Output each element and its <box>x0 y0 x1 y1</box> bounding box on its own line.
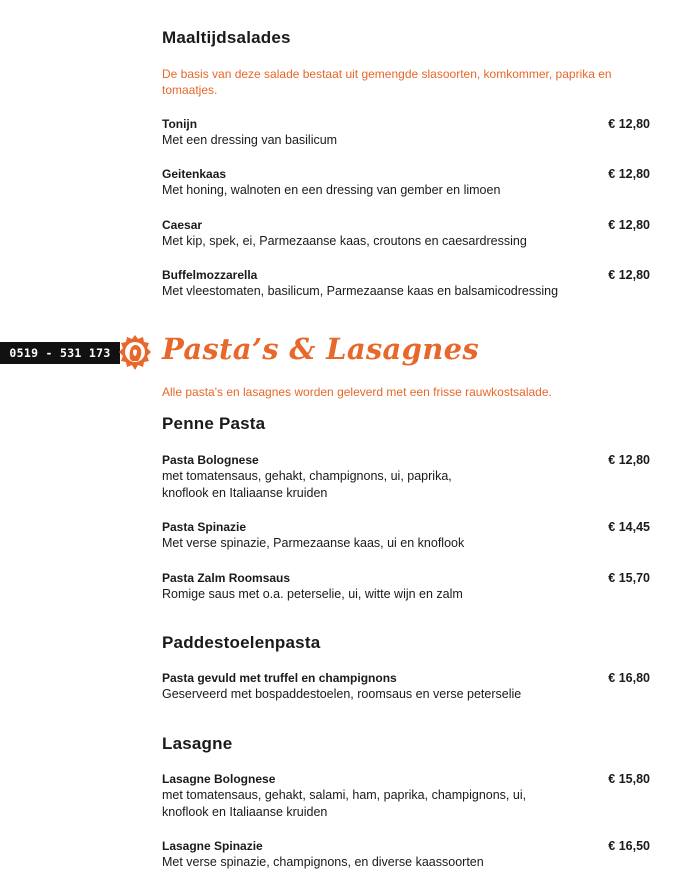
menu-item-name: Pasta Zalm Roomsaus <box>162 571 291 585</box>
menu-item-description: Romige saus met o.a. peterselie, ui, witte wijn en zalm <box>162 587 463 601</box>
menu-item-name: Buffelmozzarella <box>162 268 258 282</box>
menu-item-description: Met vleestomaten, basilicum, Parmezaanse kaas en balsamicodressing <box>162 284 559 298</box>
menu-item-price: € 12,80 <box>608 218 650 232</box>
menu-item-price: € 12,80 <box>608 268 650 282</box>
section-heading-salads: Maaltijdsalades <box>162 28 291 47</box>
menu-item-name: Geitenkaas <box>162 167 227 181</box>
menu-item-description: met tomatensaus, gehakt, champignons, ui, paprika, knoflook en Italiaanse kruiden <box>162 469 452 500</box>
section-title-pasta: Pasta’s & Lasagnes <box>162 332 479 366</box>
menu-item-name: Pasta gevuld met truffel en champignons <box>162 671 397 685</box>
menu-item-description: Met verse spinazie, champignons, en diverse kaassoorten <box>162 855 484 869</box>
menu-item-price: € 15,70 <box>608 571 650 585</box>
menu-item-name: Pasta Spinazie <box>162 520 247 534</box>
menu-item-price: € 12,80 <box>608 453 650 467</box>
menu-item-price: € 12,80 <box>608 167 650 181</box>
section-heading-penne: Penne Pasta <box>162 414 266 433</box>
phone-number-tab: 0519 - 531 173 <box>0 342 120 364</box>
pasta-intro: Alle pasta's en lasagnes worden geleverd met een frisse rauwkostsalade. <box>162 385 552 399</box>
salads-intro: De basis van deze salade bestaat uit gemengde slasoorten, komkommer, paprika en tomaatjes. <box>162 67 612 97</box>
section-heading-lasagne: Lasagne <box>162 734 233 753</box>
menu-item-description: Met kip, spek, ei, Parmezaanse kaas, croutons en caesardressing <box>162 234 527 248</box>
menu-item-name: Caesar <box>162 218 203 232</box>
menu-item-price: € 14,45 <box>608 520 650 534</box>
menu-item-description: Met honing, walnoten en een dressing van gember en limoen <box>162 183 501 197</box>
menu-item-price: € 15,80 <box>608 772 650 786</box>
menu-item-price: € 16,80 <box>608 671 650 685</box>
menu-item-name: Pasta Bolognese <box>162 453 259 467</box>
menu-item-price: € 16,50 <box>608 839 650 853</box>
menu-item-price: € 12,80 <box>608 117 650 131</box>
menu-item-name: Lasagne Bolognese <box>162 772 276 786</box>
menu-item-description: met tomatensaus, gehakt, salami, ham, paprika, champignons, ui, knoflook en Italiaanse kruiden <box>162 788 527 819</box>
menu-item-description: Geserveerd met bospaddestoelen, roomsaus en verse peterselie <box>162 687 522 701</box>
menu-item-name: Lasagne Spinazie <box>162 839 263 853</box>
menu-item-name: Tonijn <box>162 117 198 131</box>
menu-item-description: Met verse spinazie, Parmezaanse kaas, ui en knoflook <box>162 536 465 550</box>
section-heading-mushroom: Paddestoelenpasta <box>162 633 321 652</box>
menu-item-description: Met een dressing van basilicum <box>162 133 338 147</box>
woman-portrait-logo-icon <box>118 333 152 373</box>
